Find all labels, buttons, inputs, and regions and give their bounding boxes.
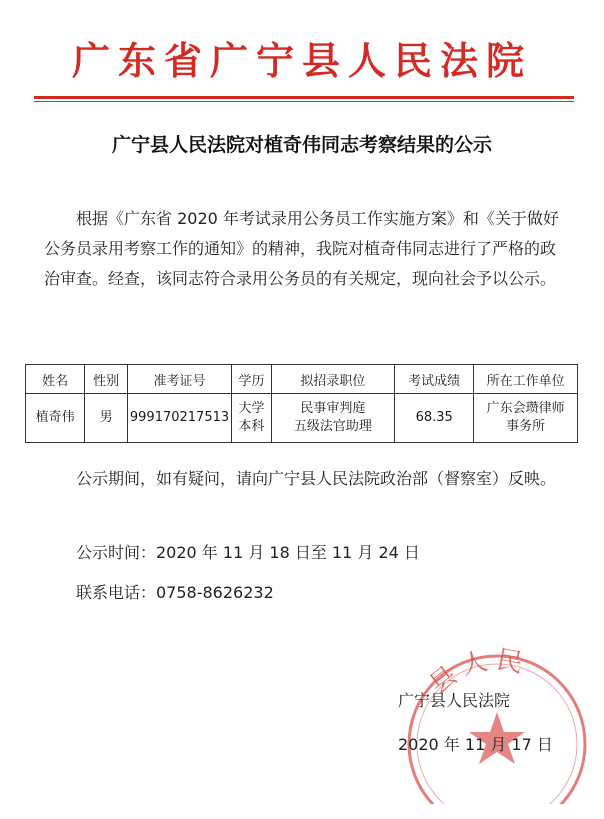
header-name: 姓名	[26, 365, 85, 394]
cell-education	[232, 394, 272, 443]
header-gender: 性别	[85, 365, 128, 394]
letterhead-rule	[34, 96, 574, 99]
header-employer: 所在工作单位	[474, 365, 578, 394]
notice-body: 根据《广东省 2020 年考试录用公务员工作实施方案》和《关于做好公务员录用考察工作的通知》的精神，我院对植奇伟同志进行了严格的政治审查。经查，该同志符合录用公务员的有关规定，现向社会予以公示。	[44, 209, 559, 288]
header-exam-id: 准考证号	[127, 365, 231, 394]
seal-text: 县人民	[423, 644, 532, 701]
cell-position	[271, 394, 394, 443]
candidate-table	[25, 364, 578, 443]
cell-education-line2: 本科	[238, 419, 265, 434]
letterhead-rule-thin	[34, 101, 574, 102]
signature-date: 2020 年 11 月 17 日	[398, 735, 553, 754]
court-seal-stamp	[392, 634, 592, 804]
header-score: 考试成绩	[395, 365, 474, 394]
contact-phone: 联系电话：0758-8626232	[76, 583, 274, 602]
header-education: 学历	[232, 365, 272, 394]
notice-title: 广宁县人民法院对植奇伟同志考察结果的公示	[111, 134, 492, 156]
cell-education-line1: 大学	[238, 401, 265, 416]
cell-employer-line1: 广东会瓒律师	[486, 401, 565, 416]
cell-position-line2: 五级法官助理	[293, 419, 372, 434]
cell-employer-line2: 事务所	[506, 419, 546, 434]
cell-employer	[474, 394, 578, 443]
cell-gender: 男	[85, 394, 128, 443]
cell-position-line1: 民事审判庭	[300, 401, 366, 416]
inquiry-text: 公示期间，如有疑问，请向广宁县人民法院政治部（督察室）反映。	[76, 469, 557, 488]
letterhead-title: 广东省广宁县人民法院	[71, 38, 532, 83]
header-position: 拟招录职位	[271, 365, 394, 394]
table-row	[26, 394, 578, 443]
cell-exam-id: 999170217513	[127, 394, 231, 443]
table-header-row	[26, 365, 578, 394]
cell-name: 植奇伟	[26, 394, 85, 443]
signature-org: 广宁县人民法院	[398, 691, 511, 710]
notice-period: 公示时间：2020 年 11 月 18 日至 11 月 24 日	[76, 543, 420, 562]
cell-score: 68.35	[395, 394, 474, 443]
